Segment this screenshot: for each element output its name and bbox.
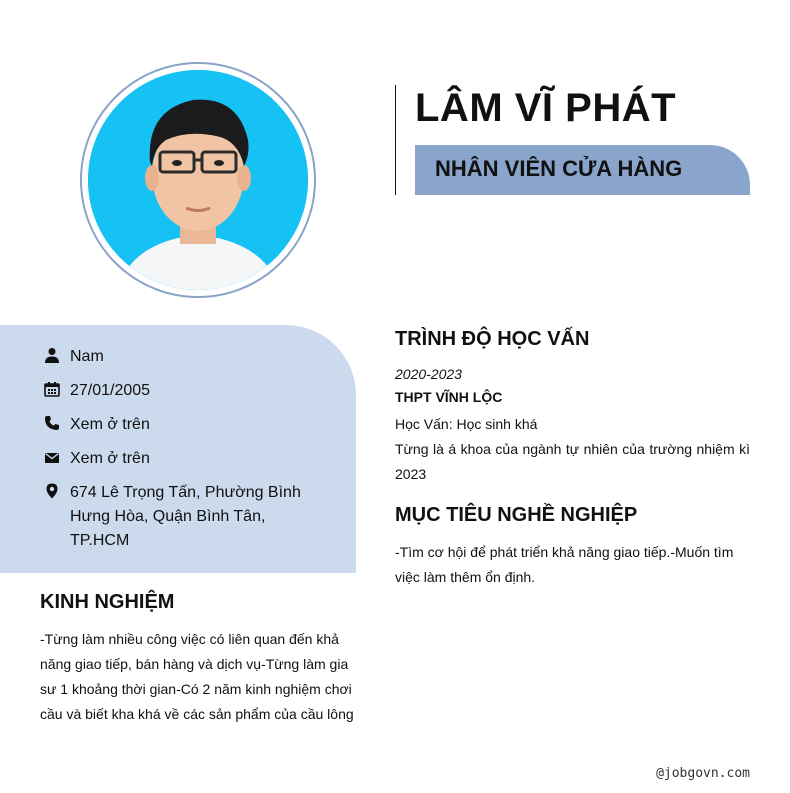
- education-school: THPT VĨNH LỘC: [395, 389, 503, 405]
- objective-text: -Tìm cơ hội để phát triển khả năng giao tiếp.-Muốn tìm việc làm thêm ổn định.: [395, 544, 734, 585]
- birthday-value: 27/01/2005: [70, 382, 151, 399]
- envelope-icon: [44, 449, 60, 465]
- education-title: TRÌNH ĐỘ HỌC VẤN: [395, 328, 590, 350]
- contact-birthday: [44, 379, 310, 403]
- address-value: 674 Lê Trọng Tấn, Phường Bình Hưng Hòa, Quận Bình Tân, TP.HCM: [70, 484, 301, 549]
- education-note: Từng là á khoa của ngành tự nhiên của trường nhiệm kì 2023: [395, 441, 750, 482]
- education-level: Học Vấn: Học sinh khá: [395, 416, 538, 432]
- contact-address: [44, 481, 302, 553]
- location-pin-icon: [44, 483, 60, 499]
- header-divider: [395, 85, 396, 195]
- footer-watermark: @jobgovn.com: [656, 766, 750, 781]
- calendar-icon: [44, 381, 60, 397]
- education-years: 2020-2023: [395, 366, 462, 382]
- phone-icon: [44, 415, 60, 431]
- portrait-illustration: [88, 70, 308, 290]
- job-title: NHÂN VIÊN CỬA HÀNG: [435, 156, 683, 181]
- phone-value: Xem ở trên: [70, 416, 150, 433]
- contact-email: [44, 447, 310, 471]
- experience-title: KINH NGHIỆM: [40, 591, 175, 613]
- person-icon: [44, 347, 60, 363]
- contact-gender: [44, 345, 310, 369]
- role-banner: [415, 145, 750, 195]
- objective-title: MỤC TIÊU NGHỀ NGHIỆP: [395, 504, 638, 526]
- email-value: Xem ở trên: [70, 450, 150, 467]
- experience-text: -Từng làm nhiều công việc có liên quan đến khả năng giao tiếp, bán hàng và dịch vụ-Từng làm gia sư 1 khoảng thời gian-Có 2 năm kinh nghiệm chơi cầu và biết kha khá về các sản phẩm của cầu lông: [40, 631, 354, 722]
- education-details: [395, 412, 750, 487]
- avatar: [88, 70, 308, 290]
- gender-value: Nam: [70, 348, 104, 365]
- full-name: LÂM VĨ PHÁT: [415, 86, 677, 130]
- contact-phone: [44, 413, 310, 437]
